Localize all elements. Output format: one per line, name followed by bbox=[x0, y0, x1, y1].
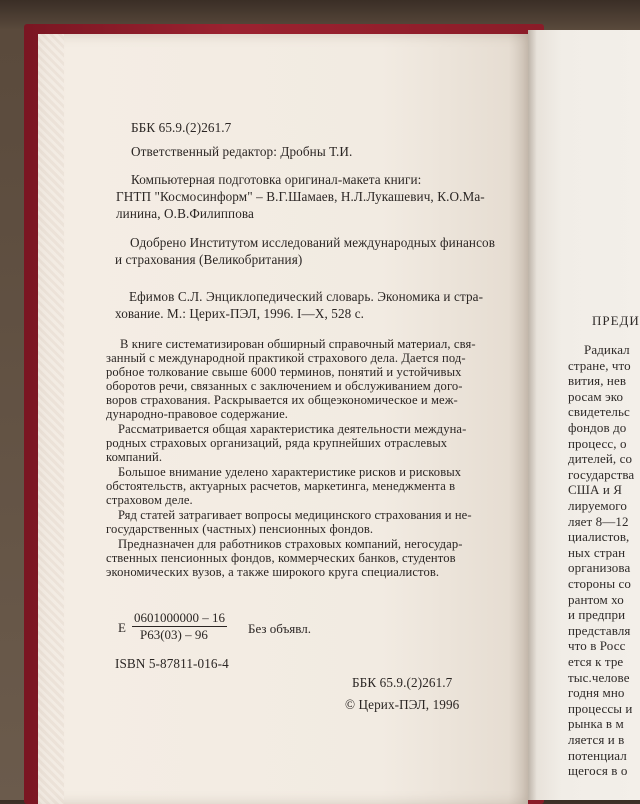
preface-line: ется к тре bbox=[568, 654, 624, 669]
preface-line: дителей, со bbox=[568, 451, 633, 467]
isbn: ISBN 5-87811-016-4 bbox=[115, 656, 229, 671]
preface-line: рантом хо bbox=[568, 591, 624, 607]
annotation-line: оборотов речи, связанных с заключением и обслуживанием дого- bbox=[106, 379, 463, 393]
copyright: © Церих-ПЭЛ, 1996 bbox=[345, 697, 460, 712]
annotation-line: обстоятельств, актуарных расчетов, маркетинга, менеджмента в bbox=[106, 479, 456, 493]
preface-line: тыс.челове bbox=[568, 669, 630, 685]
preface-line: организова bbox=[568, 560, 631, 576]
preface-line: щегося в о bbox=[568, 763, 628, 779]
responsible-editor: Ответственный редактор: Дробны Т.И. bbox=[131, 144, 353, 159]
annotation-line: воров страхования. Раскрывается их общеэкономическое и меж- bbox=[106, 393, 458, 407]
annotation-line: Большое внимание уделено характеристике рисков и рисковых bbox=[118, 465, 462, 479]
annotation-line: страховом деле. bbox=[106, 493, 193, 507]
annotation-line: ственных пенсионных фондов, коммерческих банков, студентов bbox=[106, 551, 456, 565]
approval-line: Одобрено Институтом исследований международных финансов bbox=[130, 235, 496, 250]
annotation-line: родных страховых организаций, ряда крупнейших отраслевых bbox=[106, 436, 448, 450]
preface-line: свидетельс bbox=[568, 404, 630, 420]
preface-line: стране, что bbox=[568, 357, 631, 373]
index-denominator: Р63(03) – 96 bbox=[140, 627, 208, 642]
preface-line: рынка в м bbox=[568, 716, 624, 732]
index-note: Без объявл. bbox=[248, 621, 311, 636]
preface-line: Радикал bbox=[584, 342, 630, 357]
preface-line: представля bbox=[568, 622, 631, 638]
index-letter: Е bbox=[118, 620, 126, 635]
citation-line: хование. М.: Церих-ПЭЛ, 1996. I—X, 528 с. bbox=[115, 306, 365, 321]
annotation-line: Рассматривается общая характеристика деятельности междуна- bbox=[118, 422, 467, 436]
preface-line: ляет 8—12 bbox=[568, 513, 629, 529]
left-margin-ornament bbox=[38, 34, 64, 804]
approval-line: и страхования (Великобритания) bbox=[115, 252, 303, 267]
credits-line: линина, О.В.Филиппова bbox=[116, 206, 254, 221]
index-numerator: 0601000000 – 16 bbox=[134, 610, 225, 625]
citation-line: Ефимов С.Л. Энциклопедический словарь. Экономика и стра- bbox=[129, 289, 484, 304]
annotation-line: государственных (частных) пенсионных фондов. bbox=[106, 522, 374, 536]
preface-line: потенциал bbox=[568, 747, 627, 763]
preface-line: процесс, о bbox=[568, 435, 627, 451]
annotation-line: дународно-правовое содержание. bbox=[106, 407, 289, 421]
annotation-line: занный с международной практикой страхового дела. Дается под- bbox=[106, 351, 466, 365]
annotation-line: Предназначен для работников страховых компаний, негосудар- bbox=[118, 537, 463, 551]
preface-line: росам эко bbox=[568, 388, 624, 404]
preface-heading: ПРЕДИ bbox=[592, 313, 640, 328]
annotation-line: экономических вузов, а также широкого круга специалистов. bbox=[106, 565, 440, 579]
preface-line: годня мно bbox=[568, 685, 625, 701]
preface-line: что в Росс bbox=[568, 638, 626, 654]
preface-line: государства bbox=[568, 466, 635, 482]
preface-line: и предпри bbox=[568, 607, 626, 623]
preface-line: США и Я bbox=[568, 482, 623, 498]
preface-line: стороны со bbox=[568, 576, 631, 591]
annotation-line: В книге систематизирован обширный справочный материал, свя- bbox=[120, 337, 476, 351]
preface-line: циалистов, bbox=[568, 529, 630, 545]
annotation-line: компаний. bbox=[106, 450, 163, 464]
preface-line: лируемого bbox=[568, 498, 628, 513]
credits-line: Компьютерная подготовка оригинал-макета книги: bbox=[131, 172, 422, 187]
credits-line: ГНТП "Космосинформ" – В.Г.Шамаев, Н.Л.Лукашевич, К.О.Ма- bbox=[116, 189, 485, 204]
preface-line: фондов до bbox=[568, 420, 627, 435]
annotation-line: робное толкование свыше 6000 терминов, понятий и устойчивых bbox=[106, 365, 462, 379]
preface-line: ляется и в bbox=[568, 732, 625, 747]
bbk-code-top: ББК 65.9.(2)261.7 bbox=[131, 120, 232, 135]
bbk-code-bottom: ББК 65.9.(2)261.7 bbox=[352, 675, 453, 690]
preface-line: ных стран bbox=[568, 544, 626, 560]
annotation-line: Ряд статей затрагивает вопросы медицинского страхования и не- bbox=[118, 508, 472, 522]
preface-line: вития, нев bbox=[568, 373, 627, 389]
preface-line: процессы и bbox=[568, 700, 633, 716]
